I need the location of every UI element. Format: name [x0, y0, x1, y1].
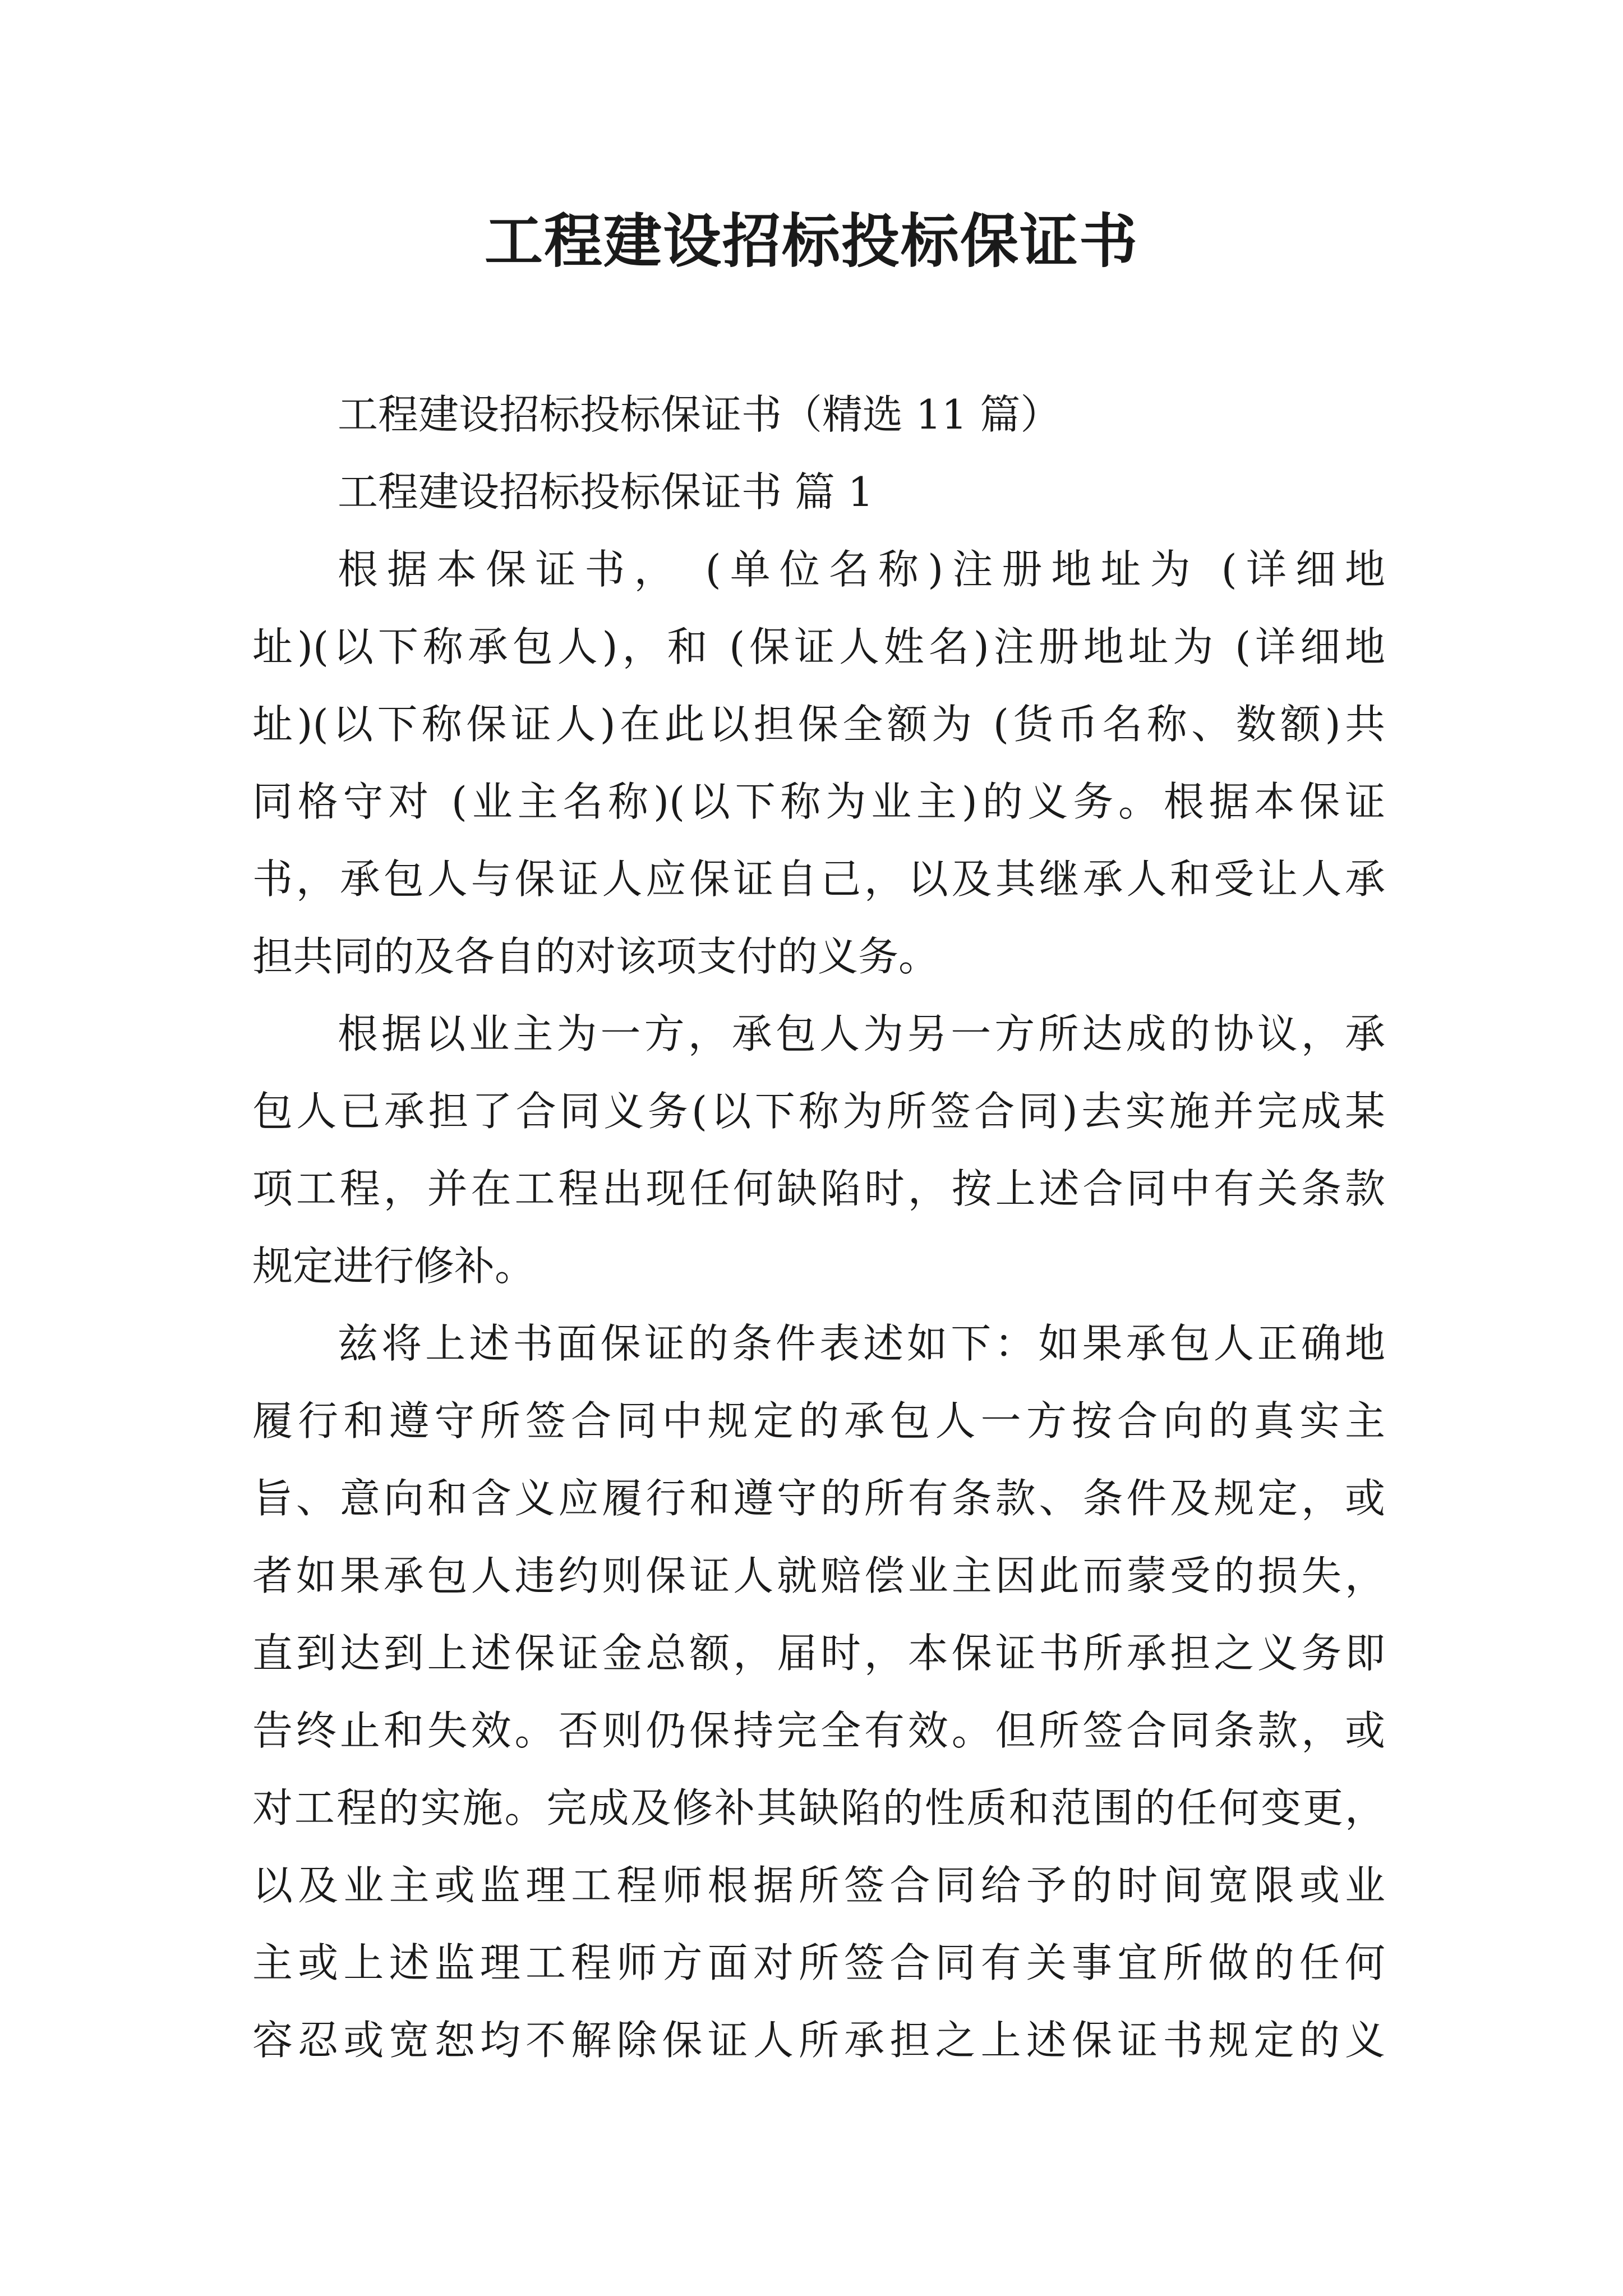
- paragraph-2-line: 规定进行修补。: [252, 1243, 536, 1290]
- paragraph-3-line: 兹将上述书面保证的条件表述如下：如果承包人正确地: [338, 1320, 1385, 1367]
- document-body: [252, 376, 1385, 2079]
- paragraph-3-line: 者如果承包人违约则保证人就赔偿业主因此而蒙受的损失，: [252, 1552, 1385, 1599]
- paragraph-3-line: 告终止和失效。否则仍保持完全有效。但所签合同条款，或: [252, 1707, 1385, 1754]
- paragraph-3-line: 对工程的实施。完成及修补其缺陷的性质和范围的任何变更，: [252, 1784, 1385, 1832]
- paragraph-1-line: 址)(以下称保证人)在此以担保全额为 (货币名称、数额)共: [252, 701, 1385, 748]
- paragraph-3-line: 履行和遵守所签合同中规定的承包人一方按合向的真实主: [252, 1397, 1385, 1444]
- paragraph-2-line: 根据以业主为一方，承包人为另一方所达成的协议，承: [338, 1010, 1385, 1057]
- paragraph-1-line: 根据本保证书， (单位名称)注册地址为 (详细地: [338, 546, 1385, 593]
- document-title: 工程建设招标投标保证书: [484, 206, 1138, 275]
- paragraph-3-line: 直到达到上述保证金总额，届时，本保证书所承担之义务即: [252, 1630, 1385, 1677]
- paragraph-1-line: 址)(以下称承包人)，和 (保证人姓名)注册地址为 (详细地: [252, 623, 1385, 670]
- paragraph-2-line: 项工程，并在工程出现任何缺陷时，按上述合同中有关条款: [252, 1165, 1385, 1212]
- paragraph-3-line: 旨、意向和含义应履行和遵守的所有条款、条件及规定，或: [252, 1475, 1385, 1522]
- paragraph-3-line: 主或上述监理工程师方面对所签合同有关事宜所做的任何: [252, 1939, 1385, 1986]
- section-heading: 工程建设招标投标保证书 篇 1: [338, 468, 874, 516]
- paragraph-3-line: 以及业主或监理工程师根据所签合同给予的时间宽限或业: [252, 1862, 1385, 1909]
- paragraph-2-line: 包人已承担了合同义务(以下称为所签合同)去实施并完成某: [252, 1088, 1385, 1135]
- subtitle-line: 工程建设招标投标保证书（精选 11 篇）: [338, 391, 1061, 438]
- paragraph-1-line: 书，承包人与保证人应保证自己，以及其继承人和受让人承: [252, 855, 1385, 903]
- paragraph-3-line: 容忍或宽恕均不解除保证人所承担之上述保证书规定的义: [252, 2017, 1385, 2064]
- paragraph-1-line: 担共同的及各自的对该项支付的义务。: [252, 933, 939, 980]
- paragraph-1-line: 同格守对 (业主名称)(以下称为业主)的义务。根据本保证: [252, 778, 1385, 825]
